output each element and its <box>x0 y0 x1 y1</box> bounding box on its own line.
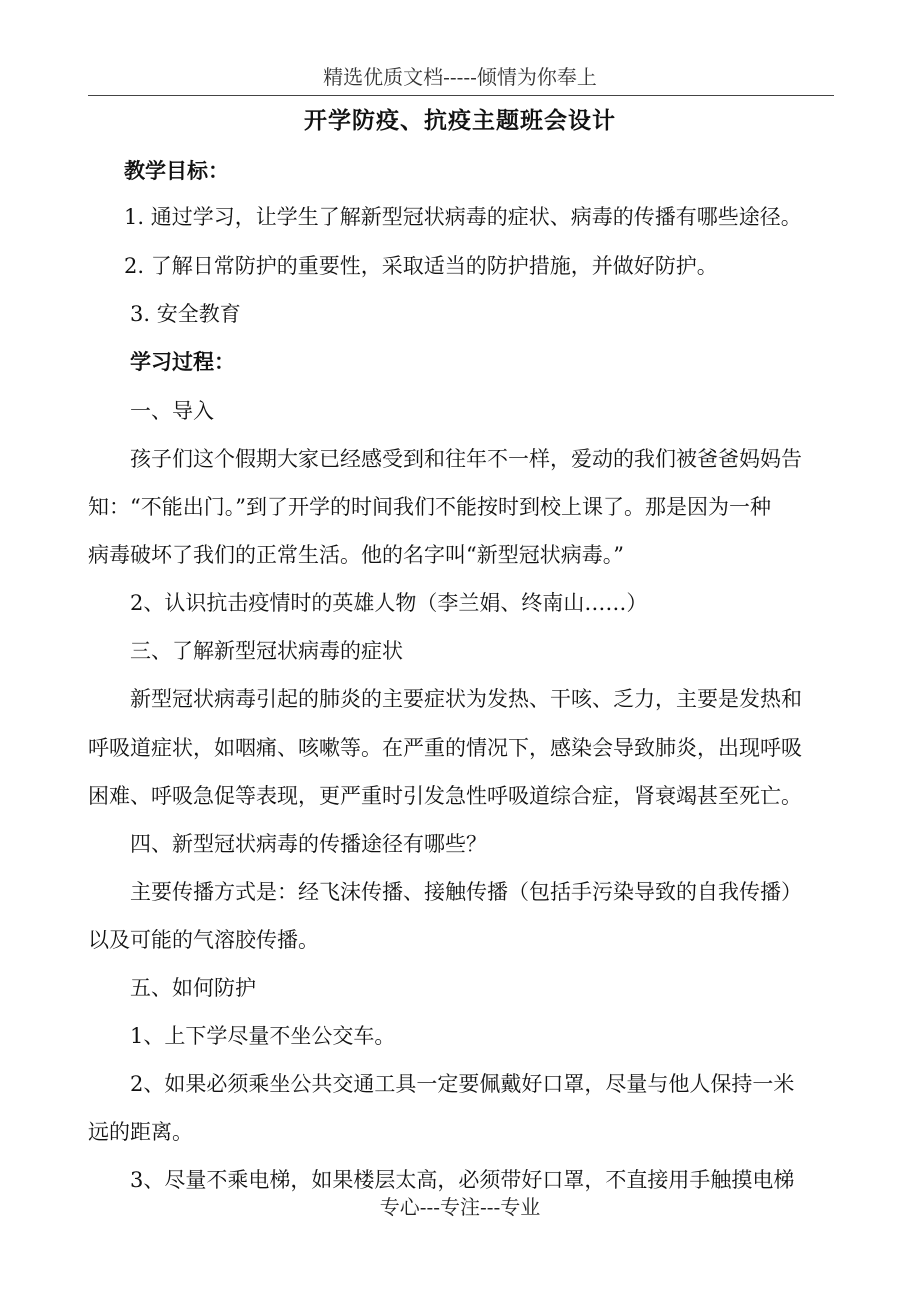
list-item: 2、如果必须乘坐公共交通工具一定要佩戴好口罩，尽量与他人保持一米 <box>130 1072 795 1096</box>
subheading: 三、了解新型冠状病毒的症状 <box>130 639 403 663</box>
list-item-continuation: 远的距离。 <box>88 1120 193 1144</box>
paragraph-line: 困难、呼吸急促等表现，更严重时引发急性呼吸道综合症，肾衰竭甚至死亡。 <box>88 784 802 808</box>
subheading: 五、如何防护 <box>130 976 256 1000</box>
document-title: 开学防疫、抗疫主题班会设计 <box>304 107 616 134</box>
section-heading-process: 学习过程： <box>130 349 235 374</box>
paragraph-line: 孩子们这个假期大家已经感受到和往年不一样，爱动的我们被爸爸妈妈告 <box>130 447 802 471</box>
paragraph-line: 病毒破坏了我们的正常生活。他的名字叫“新型冠状病毒。” <box>88 543 624 567</box>
subheading: 一、导入 <box>130 399 214 423</box>
header-divider <box>88 95 834 96</box>
paragraph-line: 呼吸道症状，如咽痛、咳嗽等。在严重的情况下，感染会导致肺炎，出现呼吸 <box>88 736 802 760</box>
section-heading-objectives: 教学目标： <box>124 158 229 183</box>
objective-item: 3. 安全教育 <box>130 302 241 326</box>
paragraph-line: 以及可能的气溶胶传播。 <box>88 928 319 952</box>
objective-item: 1. 通过学习，让学生了解新型冠状病毒的症状、病毒的传播有哪些途径。 <box>124 205 802 229</box>
paragraph-line: 主要传播方式是：经飞沫传播、接触传播（包括手污染导致的自我传播） <box>130 880 802 904</box>
paragraph-line: 新型冠状病毒引起的肺炎的主要症状为发热、干咳、乏力，主要是发热和 <box>130 687 802 711</box>
page-footer: 专心---专注---专业 <box>379 1195 541 1219</box>
objective-item: 2. 了解日常防护的重要性，采取适当的防护措施，并做好防护。 <box>124 254 718 278</box>
page-header: 精选优质文档-----倾情为你奉上 <box>323 65 597 89</box>
list-item: 3、尽量不乘电梯，如果楼层太高，必须带好口罩，不直接用手触摸电梯 <box>130 1168 795 1192</box>
paragraph-line: 知：“不能出门。”到了开学的时间我们不能按时到校上课了。那是因为一种 <box>88 495 771 519</box>
subheading: 2、认识抗击疫情时的英雄人物（李兰娟、终南山……） <box>130 591 648 615</box>
subheading: 四、新型冠状病毒的传播途径有哪些？ <box>130 832 487 856</box>
list-item: 1、上下学尽量不坐公交车。 <box>130 1024 396 1048</box>
